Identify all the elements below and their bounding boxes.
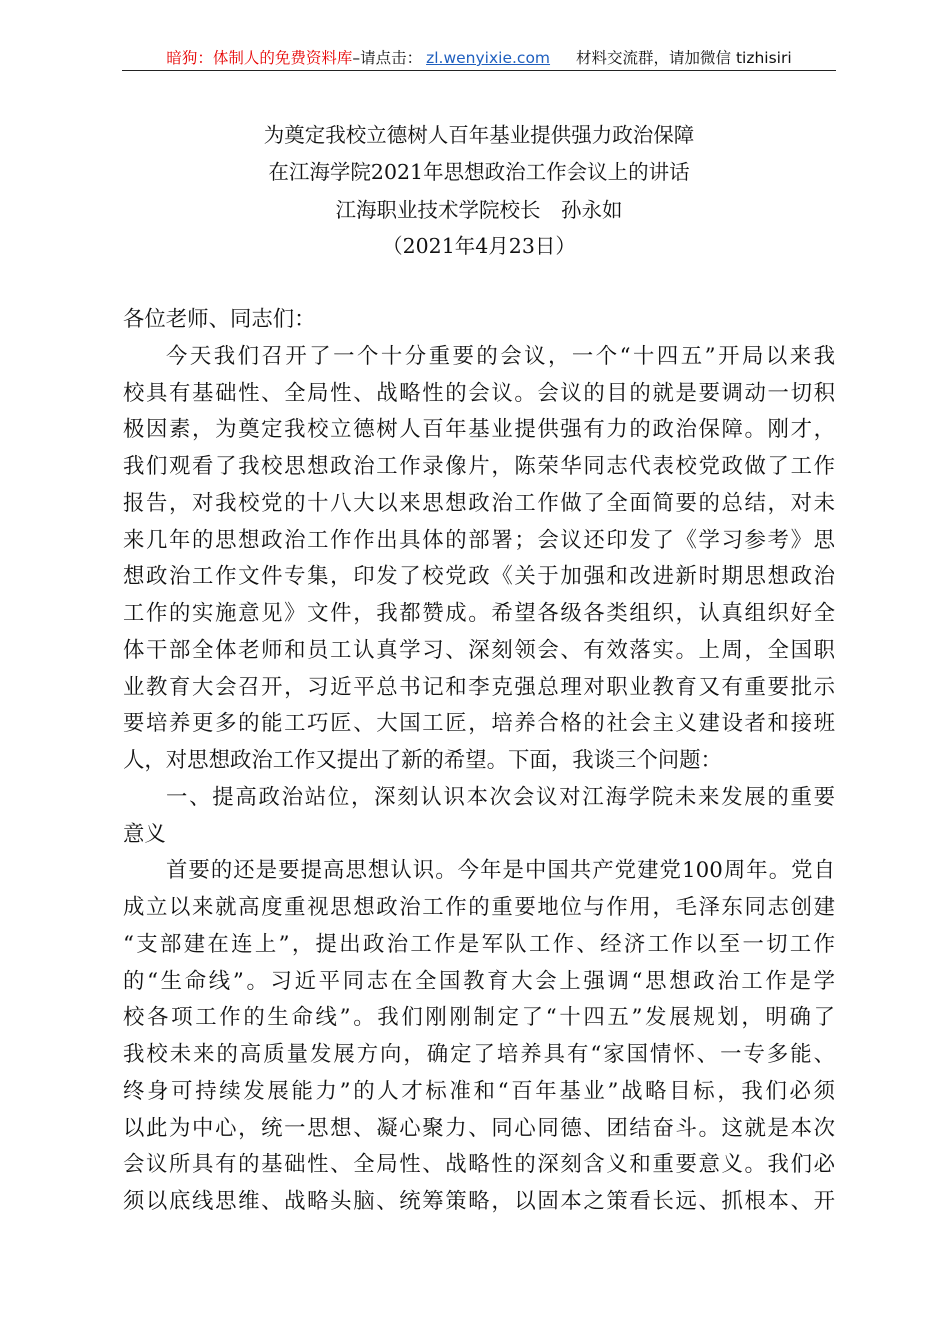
body-line: “支部建在连上”，提出政治工作是军队工作、经济工作以至一切工作 xyxy=(123,931,835,957)
body-line: 想政治工作文件专集，印发了校党政《关于加强和改进新时期思想政治 xyxy=(123,564,835,590)
header-link[interactable]: zl.wenyixie.com xyxy=(426,49,551,67)
doc-subtitle: 在江海学院2021年思想政治工作会议上的讲话 xyxy=(268,160,690,184)
body-line: 的“生命线”。习近平同志在全国教育大会上强调“思想政治工作是学 xyxy=(123,968,835,994)
watermark-header xyxy=(122,46,836,71)
body-line: 我们观看了我校思想政治工作录像片，陈荣华同志代表校党政做了工作 xyxy=(123,454,835,479)
body-line: 须以底线思维、战略头脑、统筹策略，以固本之策看长远、抓根本、开 xyxy=(123,1189,835,1214)
doc-title: 为奠定我校立德树人百年基业提供强力政治保障 xyxy=(263,123,695,147)
body-line: 要培养更多的能工巧匠、大国工匠，培养合格的社会主义建设者和接班 xyxy=(123,711,835,737)
doc-date: （2021年4月23日） xyxy=(382,234,576,258)
body-line: 首要的还是要提高思想认识。今年是中国共产党建党100周年。党自 xyxy=(166,858,835,884)
body-line: 人，对思想政治工作又提出了新的希望。下面，我谈三个问题： xyxy=(123,748,722,773)
body-line: 报告，对我校党的十八大以来思想政治工作做了全面简要的总结，对未 xyxy=(123,490,835,516)
body-line: 校具有基础性、全局性、战略性的会议。会议的目的就是要调动一切积 xyxy=(123,380,835,406)
body-line: 业教育大会召开，习近平总书记和李克强总理对职业教育又有重要批示 xyxy=(123,674,835,700)
section-heading-line: 一、提高政治站位，深刻认识本次会议对江海学院未来发展的重要 xyxy=(166,784,835,810)
header-click-prompt: –请点击： xyxy=(352,49,423,67)
section-heading-line: 意义 xyxy=(123,821,166,847)
doc-author: 江海职业技术学院校长 孙永如 xyxy=(335,198,623,222)
body-line: 会议所具有的基础性、全局性、战略性的深刻含义和重要意义。我们必 xyxy=(123,1152,835,1178)
body-line: 极因素，为奠定我校立德树人百年基业提供强有力的政治保障。刚才， xyxy=(123,417,835,443)
body-line: 终身可持续发展能力”的人才标准和“百年基业”战略目标，我们必须 xyxy=(123,1078,835,1104)
body-line: 来几年的思想政治工作作出具体的部署；会议还印发了《学习参考》思 xyxy=(123,527,835,553)
header-brand: 暗狗：体制人的免费资料库 xyxy=(166,49,353,67)
body-line: 我校未来的高质量发展方向，确定了培养具有“家国情怀、一专多能、 xyxy=(123,1042,835,1067)
body-line: 成立以来就高度重视思想政治工作的重要地位与作用，毛泽东同志创建 xyxy=(123,895,835,920)
body-line: 以此为中心，统一思想、凝心聚力、同心同德、团结奋斗。这就是本次 xyxy=(123,1115,835,1141)
body-line: 体干部全体老师和员工认真学习、深刻领会、有效落实。上周，全国职 xyxy=(123,637,835,663)
header-contact: 材料交流群，请加微信 tizhisiri xyxy=(576,49,792,67)
body-line: 今天我们召开了一个十分重要的会议，一个“十四五”开局以来我 xyxy=(166,343,835,369)
salutation: 各位老师、同志们： xyxy=(123,307,316,332)
body-line: 校各项工作的生命线”。我们刚刚制定了“十四五”发展规划，明确了 xyxy=(123,1005,835,1031)
body-line: 工作的实施意见》文件，我都赞成。希望各级各类组织，认真组织好全 xyxy=(123,601,835,626)
